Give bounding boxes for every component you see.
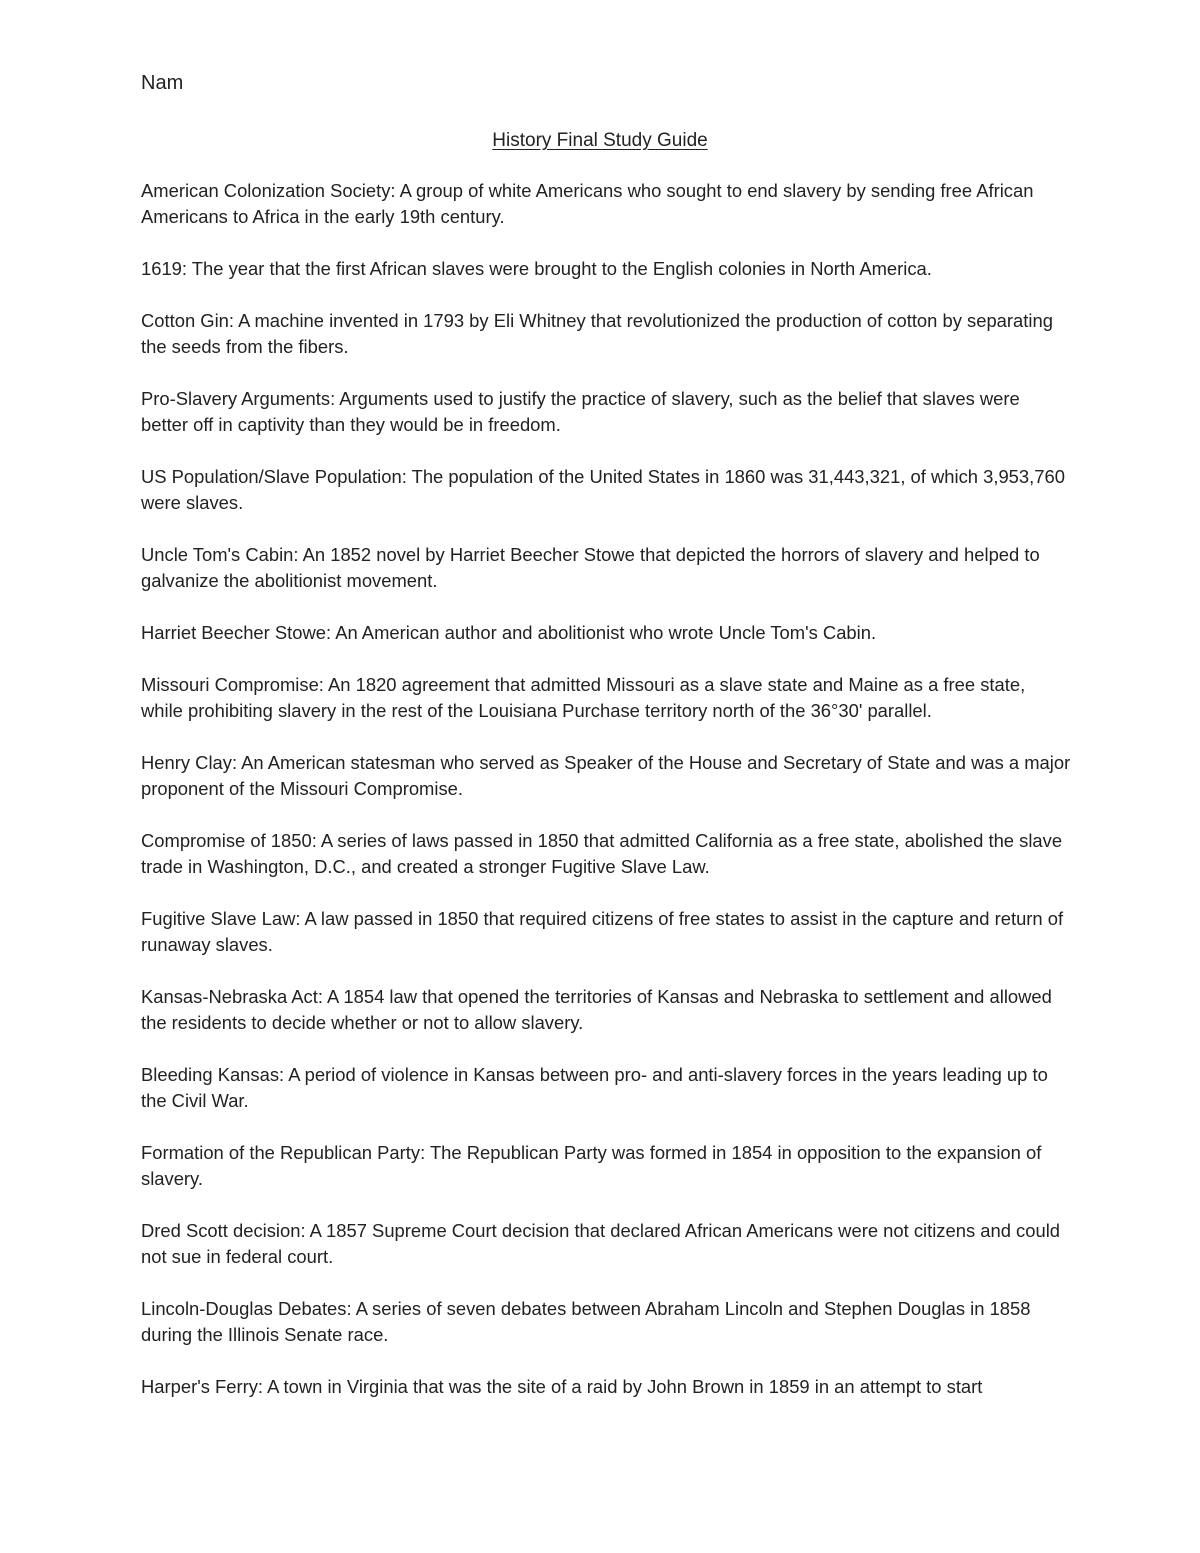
entry-dred-scott-decision: Dred Scott decision: A 1857 Supreme Court decision that declared African Americans were not citizens and could not sue in federal court. xyxy=(141,1220,1061,1267)
entry-1619: 1619: The year that the first African slaves were brought to the English colonies in North America. xyxy=(141,258,932,279)
document-title: History Final Study Guide xyxy=(492,130,708,151)
name-label: Nam xyxy=(141,72,184,94)
entry-cotton-gin: Cotton Gin: A machine invented in 1793 by Eli Whitney that revolutionized the production of cotton by separating the seeds from the fibers. xyxy=(141,310,1053,357)
entry-harpers-ferry: Harper's Ferry: A town in Virginia that was the site of a raid by John Brown in 1859 in an attempt to start xyxy=(141,1376,983,1397)
entry-lincoln-douglas-debates: Lincoln-Douglas Debates: A series of seven debates between Abraham Lincoln and Stephen Douglas in 1858 during the Illinois Senate race. xyxy=(141,1298,1031,1345)
entry-us-population: US Population/Slave Population: The population of the United States in 1860 was 31,443,321, of which 3,953,760 were slaves. xyxy=(141,466,1065,513)
entry-bleeding-kansas: Bleeding Kansas: A period of violence in Kansas between pro- and anti-slavery forces in the years leading up to the Civil War. xyxy=(141,1064,1048,1111)
entry-missouri-compromise: Missouri Compromise: An 1820 agreement that admitted Missouri as a slave state and Maine as a free state, while prohibiting slavery in the rest of the Louisiana Purchase territory north of the 36°30' parallel. xyxy=(141,674,1026,721)
entry-american-colonization-society: American Colonization Society: A group of white Americans who sought to end slavery by sending free African Americans to Africa in the early 19th century. xyxy=(141,180,1034,227)
study-guide-entries xyxy=(141,178,1071,1400)
entry-compromise-of-1850: Compromise of 1850: A series of laws passed in 1850 that admitted California as a free state, abolished the slave trade in Washington, D.C., and created a stronger Fugitive Slave Law. xyxy=(141,830,1063,877)
entry-harriet-beecher-stowe: Harriet Beecher Stowe: An American author and abolitionist who wrote Uncle Tom's Cabin. xyxy=(141,622,877,643)
entry-pro-slavery-arguments: Pro-Slavery Arguments: Arguments used to justify the practice of slavery, such as the belief that slaves were better off in captivity than they would be in freedom. xyxy=(141,388,1020,435)
entry-kansas-nebraska-act: Kansas-Nebraska Act: A 1854 law that opened the territories of Kansas and Nebraska to settlement and allowed the residents to decide whether or not to allow slavery. xyxy=(141,986,1052,1033)
entry-henry-clay: Henry Clay: An American statesman who served as Speaker of the House and Secretary of State and was a major proponent of the Missouri Compromise. xyxy=(141,752,1071,799)
entry-fugitive-slave-law: Fugitive Slave Law: A law passed in 1850 that required citizens of free states to assist in the capture and return of runaway slaves. xyxy=(141,908,1064,955)
entry-republican-party: Formation of the Republican Party: The Republican Party was formed in 1854 in opposition to the expansion of slavery. xyxy=(141,1142,1042,1189)
entry-uncle-toms-cabin: Uncle Tom's Cabin: An 1852 novel by Harriet Beecher Stowe that depicted the horrors of slavery and helped to galvanize the abolitionist movement. xyxy=(141,544,1040,591)
